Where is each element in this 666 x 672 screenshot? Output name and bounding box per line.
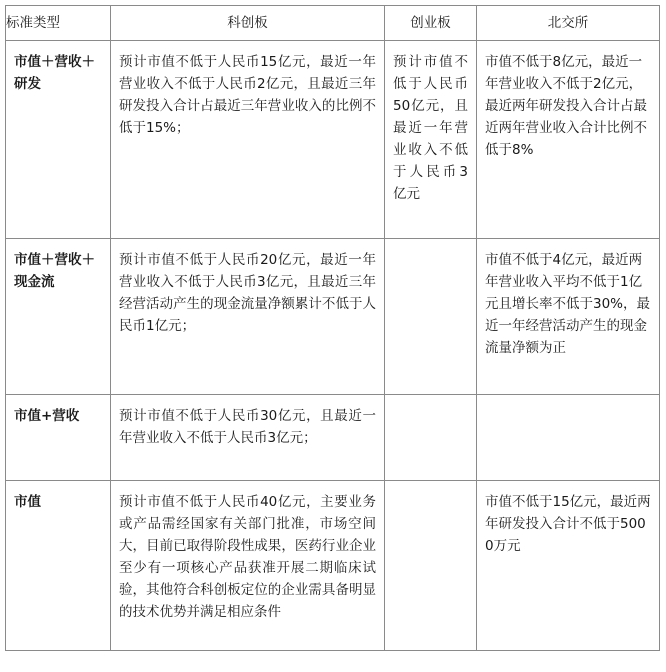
star-market-cell: 预计市值不低于人民币40亿元，主要业务或产品需经国家有关部门批准，市场空间大，目前已取得阶段性成果，医药行业企业至少有一项核心产品获准开展二期临床试验，其他符合科创板定位的企业需具备明显的技术优势并满足相应条件 [111, 481, 385, 651]
header-row [6, 6, 660, 41]
table-row [6, 41, 660, 239]
standard-type-cell: 市值+营收 [6, 395, 111, 481]
listing-standards-table [5, 5, 660, 651]
bse-cell: 市值不低于15亿元，最近两年研发投入合计不低于5000万元 [477, 481, 660, 651]
bse-cell [477, 395, 660, 481]
standard-type-cell: 市值 [6, 481, 111, 651]
header-chinext: 创业板 [385, 6, 477, 41]
bse-cell: 市值不低于8亿元，最近一年营业收入不低于2亿元，最近两年研发投入合计占最近两年营业收入合计比例不低于8% [477, 41, 660, 239]
standard-type-cell: 市值＋营收＋研发 [6, 41, 111, 239]
bse-cell: 市值不低于4亿元，最近两年营业收入平均不低于1亿元且增长率不低于30%，最近一年经营活动产生的现金流量净额为正 [477, 239, 660, 395]
chinext-cell: 预计市值不低于人民币50亿元，且最近一年营业收入不低于人民币3亿元 [385, 41, 477, 239]
chinext-cell [385, 239, 477, 395]
header-star-market: 科创板 [111, 6, 385, 41]
star-market-cell: 预计市值不低于人民币30亿元，且最近一年营业收入不低于人民币3亿元； [111, 395, 385, 481]
header-standard-type: 标准类型 [6, 6, 111, 41]
table-row [6, 395, 660, 481]
chinext-cell [385, 395, 477, 481]
star-market-cell: 预计市值不低于人民币15亿元，最近一年营业收入不低于人民币2亿元，且最近三年研发投入合计占最近三年营业收入的比例不低于15%； [111, 41, 385, 239]
table-row [6, 481, 660, 651]
table-row [6, 239, 660, 395]
header-bse: 北交所 [477, 6, 660, 41]
standard-type-cell: 市值＋营收＋现金流 [6, 239, 111, 395]
star-market-cell: 预计市值不低于人民币20亿元，最近一年营业收入不低于人民币3亿元，且最近三年经营活动产生的现金流量净额累计不低于人民币1亿元； [111, 239, 385, 395]
chinext-cell [385, 481, 477, 651]
